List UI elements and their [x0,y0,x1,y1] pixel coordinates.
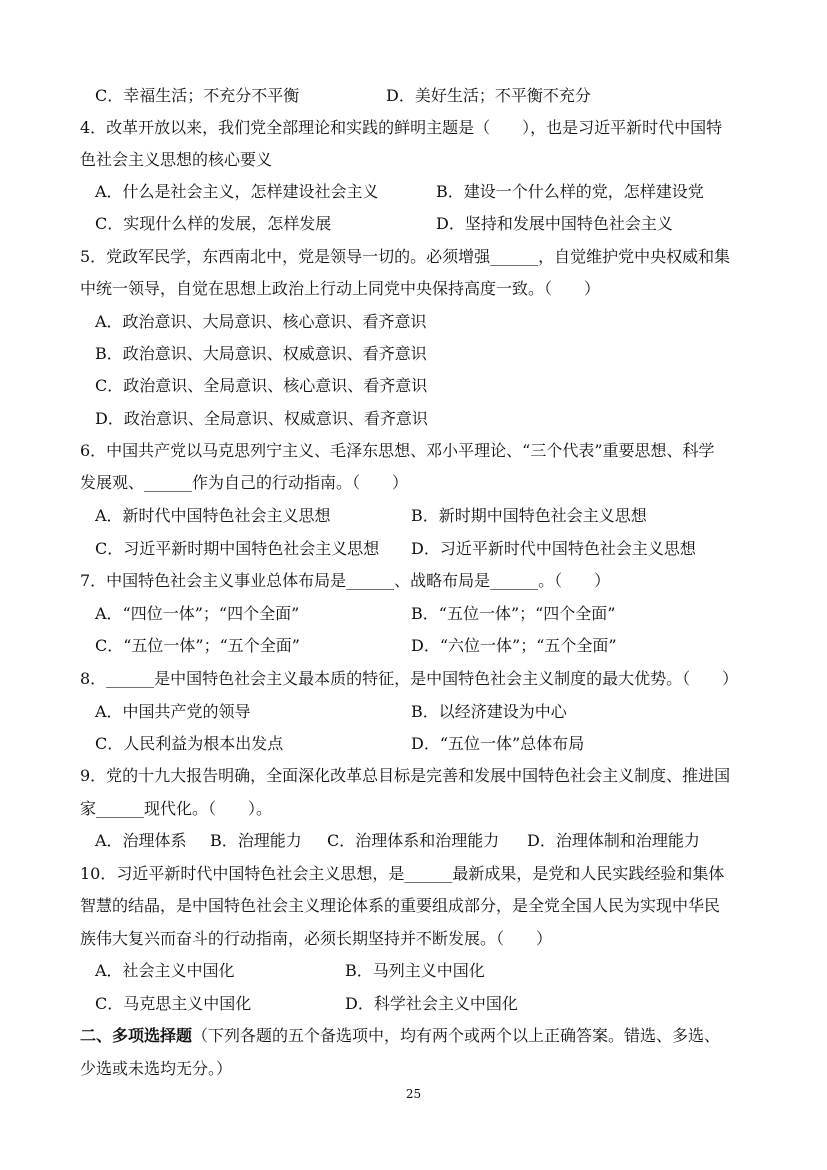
q3-option-c: C．幸福生活；不充分不平衡 [95,86,300,105]
q7-option-b: B．“五位一体”；“四个全面” [411,604,616,623]
q10-option-a: A．社会主义中国化 [95,961,235,980]
q4-stem-line2: 色社会主义思想的核心要义 [80,150,273,169]
q9-option-c: C．治理体系和治理能力 [327,831,500,850]
q10-stem-line1: 10．习近平新时代中国特色社会主义思想，是______最新成果，是党和人民实践经验和集体 [80,864,725,883]
q5-stem-line1: 5．党政军民学，东西南北中，党是领导一切的。必须增强______，自觉维护党中央权威和集 [80,247,731,266]
section2-heading [80,1025,720,1047]
q4-option-a: A．什么是社会主义，怎样建设社会主义 [95,182,379,201]
q10-option-c: C．马克思主义中国化 [95,994,252,1013]
q8-option-d: D．“五位一体”总体布局 [411,734,585,753]
page-number: 25 [405,1087,422,1101]
q5-option-c: C．政治意识、全局意识、核心意识、看齐意识 [95,376,428,395]
q6-option-b: B．新时期中国特色社会主义思想 [411,506,647,525]
q10-option-b: B．马列主义中国化 [345,961,485,980]
section2-desc-line2: 少选或未选均无分。） [80,1059,233,1078]
q8-stem-line1: 8．______是中国特色社会主义最本质的特征，是中国特色社会主义制度的最大优势。（ ） [80,669,739,688]
q7-option-a: A．“四位一体”；“四个全面” [95,604,300,623]
q4-stem-line1: 4．改革开放以来，我们党全部理论和实践的鲜明主题是（ ），也是习近平新时代中国特 [80,118,723,137]
q8-option-a: A．中国共产党的领导 [95,702,251,721]
q8-option-b: B．以经济建设为中心 [411,702,567,721]
q5-option-b: B．政治意识、大局意识、权威意识、看齐意识 [95,344,427,363]
q7-option-c: C．“五位一体”；“五个全面” [95,636,300,655]
q6-option-d: D．习近平新时代中国特色社会主义思想 [411,539,696,558]
q7-option-d: D．“六位一体”；“五个全面” [411,636,617,655]
q9-stem-line2: 家______现代化。（ ）。 [80,799,273,818]
q10-stem-line3: 族伟大复兴而奋斗的行动指南，必须长期坚持并不断发展。（ ） [80,929,553,948]
q5-stem-line2: 中统一领导，自觉在思想上政治上行动上同党中央保持高度一致。（ ） [80,279,601,298]
q6-option-a: A．新时代中国特色社会主义思想 [95,506,331,525]
q9-stem-line1: 9．党的十九大报告明确，全面深化改革总目标是完善和发展中国特色社会主义制度、推进国 [80,766,731,785]
q10-stem-line2: 智慧的结晶，是中国特色社会主义理论体系的重要组成部分，是全党全国人民为实现中华民 [80,896,721,915]
q4-option-d: D．坚持和发展中国特色社会主义 [436,214,673,233]
q9-option-a: A．治理体系 [95,831,187,850]
q4-option-b: B．建设一个什么样的党，怎样建设党 [436,182,704,201]
q8-option-c: C．人民利益为根本出发点 [95,734,284,753]
q6-stem-line1: 6．中国共产党以马克思列宁主义、毛泽东思想、邓小平理论、“三个代表”重要思想、科学 [80,441,715,460]
q5-option-a: A．政治意识、大局意识、核心意识、看齐意识 [95,312,427,331]
q5-option-d: D．政治意识、全局意识、权威意识、看齐意识 [95,409,428,428]
section2-title: 二、多项选择题 [80,1026,193,1045]
q10-option-d: D．科学社会主义中国化 [345,994,518,1013]
q7-stem-line1: 7．中国特色社会主义事业总体布局是______、战略布局是______。（ ） [80,571,611,590]
q9-option-b: B．治理能力 [210,831,302,850]
q3-option-d: D．美好生活；不平衡不充分 [386,86,591,105]
section2-desc-line1: （下列各题的五个备选项中，均有两个或两个以上正确答案。错选、多选、 [192,1026,721,1045]
q9-option-d: D．治理体制和治理能力 [527,831,700,850]
q6-option-c: C．习近平新时期中国特色社会主义思想 [95,539,380,558]
q4-option-c: C．实现什么样的发展，怎样发展 [95,214,332,233]
q6-stem-line2: 发展观、______作为自己的行动指南。（ ） [80,473,409,492]
